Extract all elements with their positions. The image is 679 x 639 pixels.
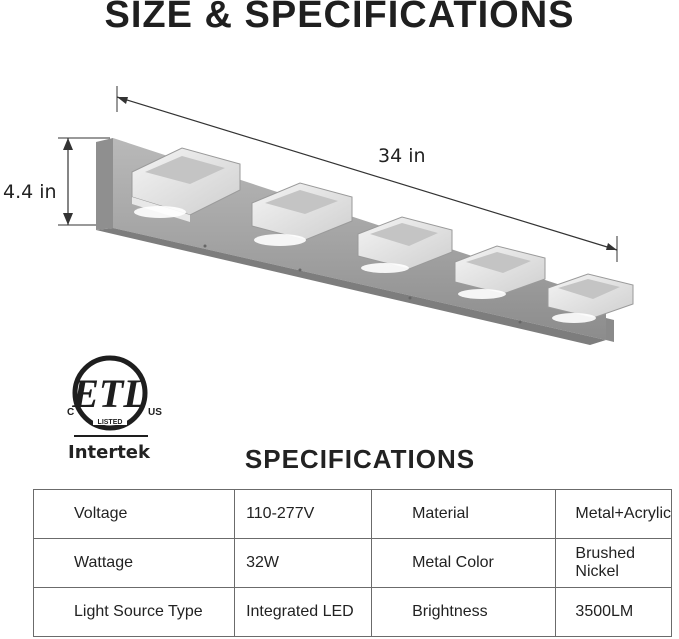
etl-listed-logo — [67, 358, 162, 436]
table-row — [34, 490, 672, 539]
spec-value: 32W — [235, 539, 372, 588]
height-label: 4.4 in — [3, 181, 57, 203]
spec-label: Voltage — [34, 490, 235, 539]
spec-label: Material — [372, 490, 556, 539]
intertek-brand: Intertek — [68, 442, 150, 463]
specifications-title: SPECIFICATIONS — [244, 444, 476, 474]
specifications-table — [33, 489, 672, 637]
page-title: SIZE & SPECIFICATIONS — [104, 0, 575, 36]
lamp-shade-5 — [548, 274, 633, 323]
width-label: 34 in — [378, 145, 426, 167]
spec-value: Brushed Nickel — [556, 539, 672, 588]
table-row — [34, 588, 672, 637]
spec-label: Wattage — [34, 539, 235, 588]
spec-label: Metal Color — [372, 539, 556, 588]
spec-label: Light Source Type — [34, 588, 235, 637]
spec-value: 110-277V — [235, 490, 372, 539]
spec-value: 3500LM — [556, 588, 672, 637]
table-row — [34, 539, 672, 588]
spec-value: Metal+Acrylic — [556, 490, 672, 539]
spec-label: Brightness — [372, 588, 556, 637]
spec-value: Integrated LED — [235, 588, 372, 637]
etl-us-mark: US — [148, 407, 162, 418]
etl-listed: LISTED — [97, 419, 123, 426]
etl-mark: ETL — [72, 371, 148, 416]
etl-c-mark: C — [67, 407, 75, 418]
